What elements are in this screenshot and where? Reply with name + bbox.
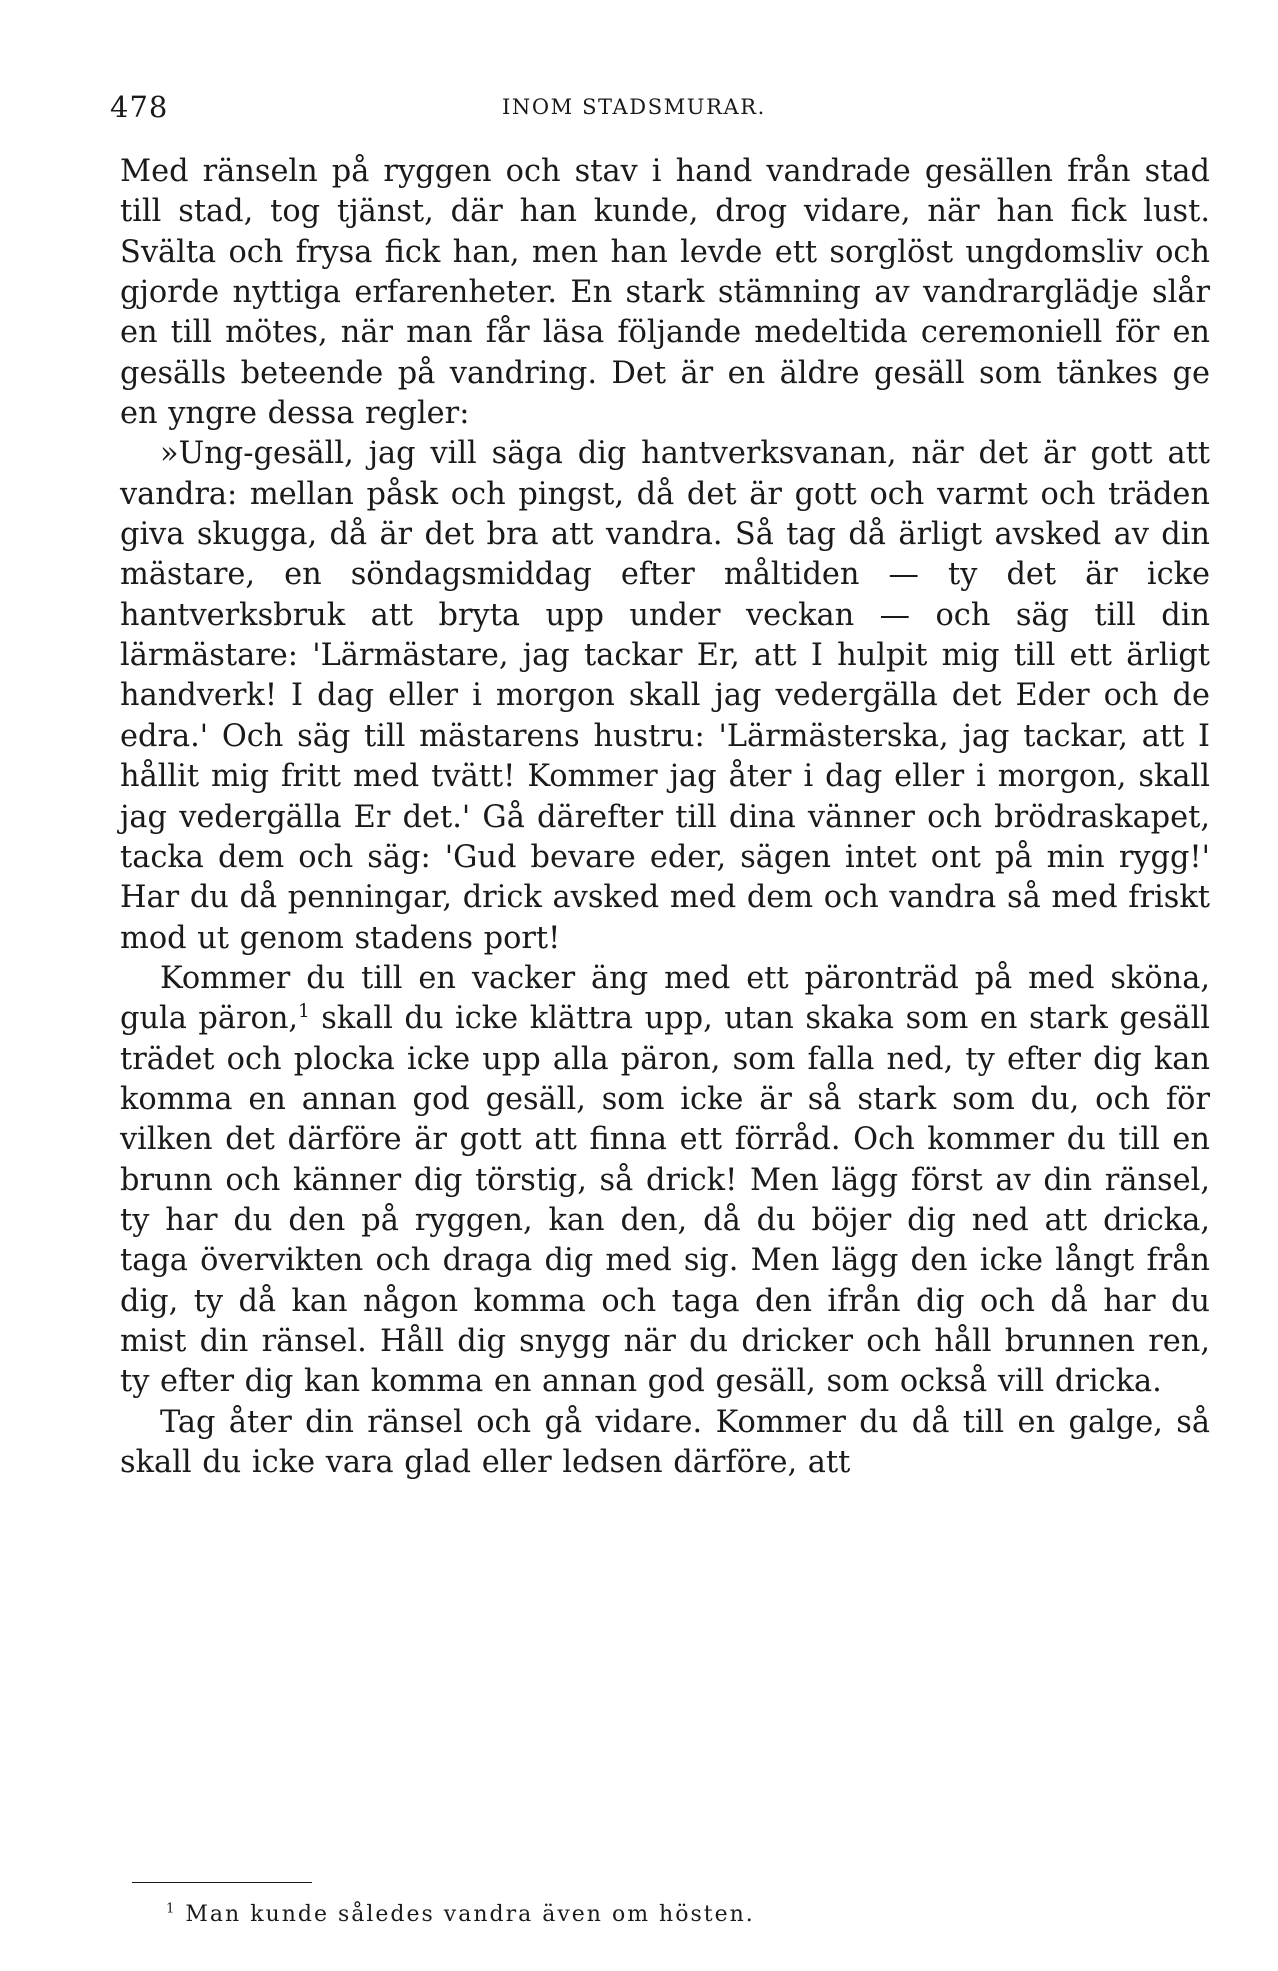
footnote [166, 1902, 755, 1927]
paragraph-3 [120, 959, 1210, 1403]
page-header [110, 90, 1210, 130]
footnote-divider [132, 1882, 312, 1883]
paragraph-2: »Ung-gesäll, jag vill säga dig hantverksvanan, när det är gott att vandra: mellan påsk och pingst, då det är gott och varmt och träden giva skugga, då är det bra att vandra. Så tag då ärligt avsked av din mästare, en söndagsmiddag efter måltiden — ty det är icke hantverksbruk att bryta upp under veckan — och säg till din lärmästare: 'Lärmästare, jag tackar Er, att I hulpit mig till ett ärligt handverk! I dag eller i morgon skall jag vedergälla det Eder och de edra.' Och säg till mästarens hustru: 'Lärmästerska, jag tackar, att I hållit mig fritt med tvätt! Kommer jag åter i dag eller i morgon, skall jag vedergälla Er det.' Gå därefter till dina vänner och brödraskapet, tacka dem och säg: 'Gud bevare eder, sägen intet ont på min rygg!' Har du då penningar, drick avsked med dem och vandra så med friskt mod ut genom stadens port! [120, 436, 1210, 956]
running-head: INOM STADSMURAR. [502, 95, 766, 119]
body-text [120, 152, 1210, 1483]
paragraph-4: Tag åter din ränsel och gå vidare. Kommer du då till en galge, så skall du icke vara glad eller ledsen därföre, att [120, 1404, 1210, 1480]
footnote-reference: 1 [298, 1001, 310, 1023]
paragraph-3-text-a: Kommer du till en vacker äng med ett päronträd på med sköna, gula päron, [120, 960, 1210, 1037]
page-number: 478 [110, 90, 169, 124]
paragraph-3-text-b: skall du icke klättra upp, utan skaka som en stark gesäll trädet och plocka icke upp alla päron, som falla ned, ty efter dig kan komma en annan god gesäll, som icke är så stark som du, och för vilken det därföre är gott att finna ett förråd. Och kommer du till en brunn och känner dig törstig, så drick! Men lägg först av din ränsel, ty har du den på ryggen, kan den, då du böjer dig ned att dricka, taga övervikten och draga dig med sig. Men lägg den icke långt från dig, ty då kan någon komma och taga den ifrån dig och då har du mist din ränsel. Håll dig snygg när du dricker och håll brunnen ren, ty efter dig kan komma en annan god gesäll, som också vill dricka. [120, 1001, 1211, 1400]
footnote-text: Man kunde således vandra även om hösten. [185, 1902, 755, 1927]
footnote-marker: 1 [166, 1901, 177, 1917]
paragraph-1: Med ränseln på ryggen och stav i hand vandrade gesällen från stad till stad, tog tjänst, där han kunde, drog vidare, när han fick lust. Svälta och frysa fick han, men han levde ett sorglöst ungdomsliv och gjorde nyttiga erfarenheter. En stark stämning av vandrarglädje slår en till mötes, när man får läsa följande medeltida ceremoniell för en gesälls beteende på vandring. Det är en äldre gesäll som tänkes ge en yngre dessa regler: [120, 154, 1210, 432]
